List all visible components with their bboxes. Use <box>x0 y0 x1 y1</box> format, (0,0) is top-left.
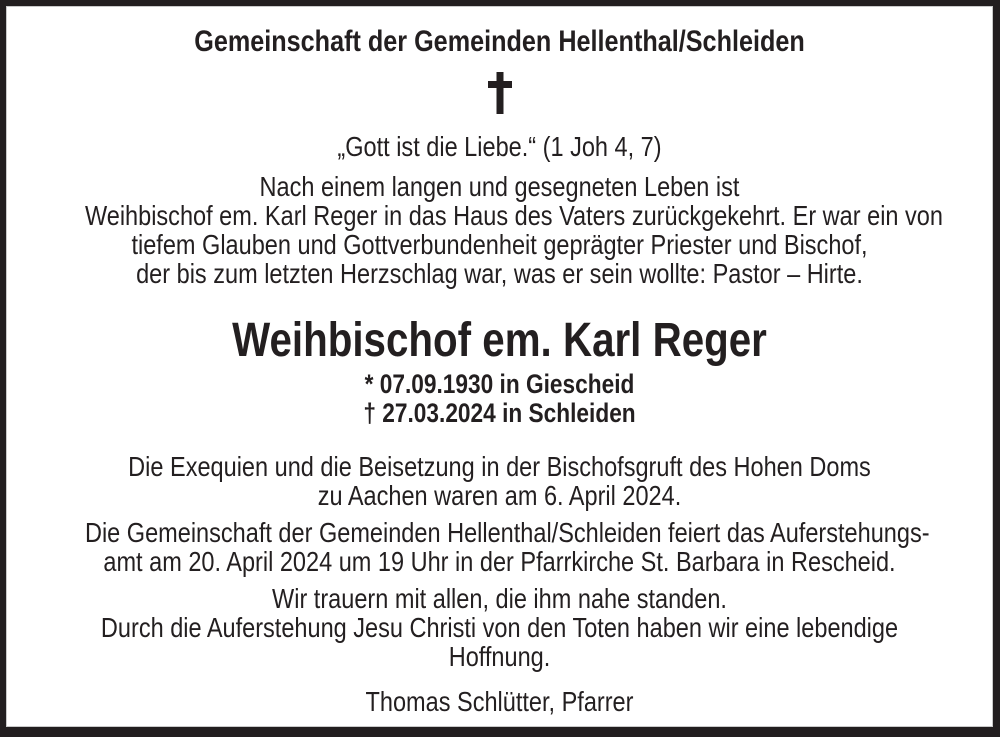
life-dates <box>6 370 993 428</box>
signature: Thomas Schlütter, Pfarrer <box>365 686 634 717</box>
intro-line: tiefem Glauben und Gottverbundenheit geprägter Priester und Bischof, <box>131 229 868 260</box>
scripture-quote: „Gott ist die Liebe.“ (1 Joh 4, 7) <box>337 131 662 162</box>
mourning-line: Wir trauern mit allen, die ihm nahe standen. <box>272 583 727 614</box>
mourning-line: Durch die Auferstehung Jesu Christi von den Toten haben wir eine lebendige <box>100 612 899 643</box>
resurrection-line: amt am 20. April 2024 um 19 Uhr in der Pfarrkirche St. Barbara in Rescheid. <box>103 546 896 577</box>
intro-paragraph <box>6 172 993 288</box>
exequien-line: Die Exequien und die Beisetzung in der Bischofsgruft des Hohen Doms <box>128 451 871 482</box>
intro-line: Nach einem langen und gesegneten Leben ist <box>259 171 740 202</box>
mourning-paragraph <box>6 584 993 671</box>
birth-date-line: * 07.09.1930 in Giescheid <box>364 369 635 399</box>
mourning-line: Hoffnung. <box>448 641 551 672</box>
latin-cross-icon <box>6 72 993 114</box>
resurrection-line: Die Gemeinschaft der Gemeinden Hellenthal/Schleiden feiert das Auferstehungs- <box>84 517 930 548</box>
deceased-name: Weihbischof em. Karl Reger <box>232 314 767 367</box>
death-date-line: † 27.03.2024 in Schleiden <box>363 398 636 428</box>
intro-line: Weihbischof em. Karl Reger in das Haus des Vaters zurückgekehrt. Er war ein von <box>84 200 943 231</box>
resurrection-mass-paragraph <box>6 518 993 576</box>
organization-header: Gemeinschaft der Gemeinden Hellenthal/Schleiden <box>194 25 805 58</box>
exequien-paragraph <box>6 452 993 510</box>
exequien-line: zu Aachen waren am 6. April 2024. <box>317 480 682 511</box>
intro-line: der bis zum letzten Herzschlag war, was er sein wollte: Pastor – Hirte. <box>136 258 863 289</box>
